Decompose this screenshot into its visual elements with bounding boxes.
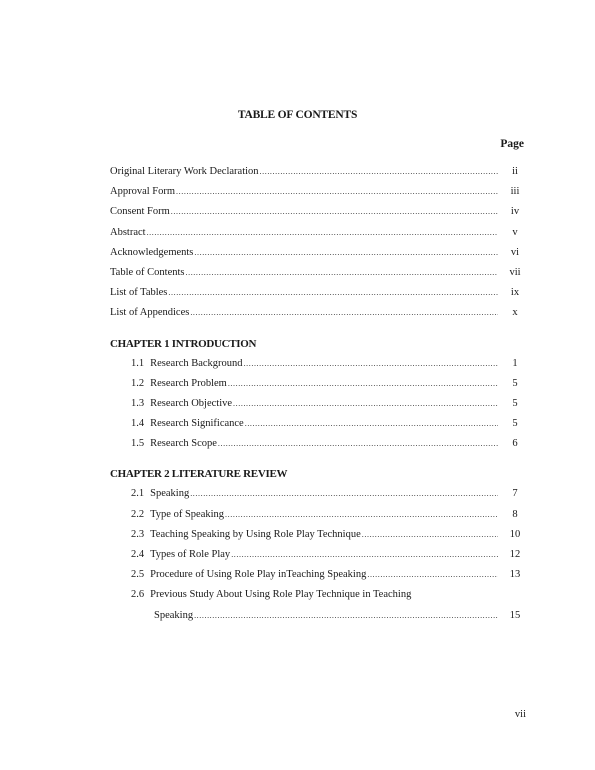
toc-entry-label [131,438,217,449]
page-title: TABLE OF CONTENTS [237,109,358,121]
toc-entry-page: 15 [509,609,521,621]
toc-entry[interactable] [110,287,526,307]
section-number: 1.2 [131,377,145,389]
toc-section-entry[interactable] [110,569,526,589]
section-title: Speaking [150,488,190,500]
toc-entry-label [131,418,244,429]
toc-entry[interactable] [110,186,526,206]
toc-section-entry[interactable] [110,549,526,569]
toc-entry-label: Table of Contents [110,266,185,278]
dot-leader [362,530,498,539]
toc-entry-page: 12 [509,549,521,560]
section-title: Procedure of Using Role Play inTeaching Speaking [150,569,367,581]
toc-entry-page: ii [512,166,518,177]
toc-entry-label: Consent Form [110,206,170,218]
toc-entry-label [131,488,189,499]
toc-entry-label [131,529,361,540]
dot-leader [147,228,498,237]
toc-entry-label: Acknowledgements [110,246,194,258]
toc-entry-label: Approval Form [110,186,176,198]
toc-entry[interactable] [110,166,526,186]
toc-section-entry[interactable] [110,398,526,418]
toc-entry-label: Abstract [110,226,146,238]
toc-entry[interactable] [110,267,526,287]
section-title: Research Scope [150,438,217,450]
toc-entry-label [131,358,243,369]
toc-entry-label [131,549,230,560]
toc-entry-page: x [512,307,518,319]
toc-entry-label [131,589,411,600]
toc-section-entry[interactable] [110,488,526,508]
dot-leader [231,550,498,559]
toc-section-entry[interactable] [110,378,526,398]
toc-entry-page: vi [510,246,520,258]
toc-entry-label: List of Tables [110,287,168,299]
dot-leader [168,288,498,297]
toc-entry-page: 13 [509,569,521,581]
toc-section-entry[interactable] [110,358,526,378]
toc-entry-page: v [512,226,518,238]
toc-entry-page: 1 [512,357,518,369]
toc-entry-page: ix [510,287,520,299]
toc-entry-page: 8 [512,508,518,520]
toc-section-continuation[interactable] [110,610,526,630]
toc-entry-label [131,569,366,580]
dot-leader [260,167,498,176]
toc-entry-page: 10 [509,528,521,540]
section-title: Research Significance [150,418,244,430]
section-number: 2.2 [131,508,145,520]
toc-entry-label [131,509,224,520]
section-number: 2.1 [131,488,145,500]
section-number: 2.4 [131,549,145,560]
toc-section-entry[interactable] [110,418,526,438]
page-column-header: Page [500,138,524,150]
dot-leader [176,187,498,196]
toc-entry-page: 5 [512,377,518,389]
section-number: 2.5 [131,569,145,581]
section-number: 1.5 [131,438,145,450]
toc-section-entry[interactable] [110,589,526,609]
toc-entry-label: List of Appendices [110,307,190,319]
section-title: Teaching Speaking by Using Role Play Technique [150,528,361,540]
dot-leader [233,399,498,408]
dot-leader [244,359,498,368]
toc-entry-page: iii [510,186,520,198]
toc-entry-page: vii [509,266,521,278]
toc-entry-page: 7 [512,488,518,500]
section-title: Research Problem [150,377,227,389]
section-title: Type of Speaking [150,508,225,520]
section-number: 1.1 [131,357,145,369]
toc-entry-label: Original Literary Work Declaration [110,166,259,177]
chapter-heading[interactable]: CHAPTER 2 LITERATURE REVIEW [110,468,288,481]
section-title: Previous Study About Using Role Play Technique in Teaching [150,589,412,601]
toc-entry-label: Speaking [154,609,194,621]
section-number: 1.3 [131,397,145,409]
toc-entry-page: 6 [512,438,518,450]
dot-leader [190,308,498,317]
footer-page-number: vii [514,709,526,720]
toc-entry[interactable] [110,307,526,327]
toc-entry-page: 5 [512,418,518,430]
dot-leader [186,268,499,277]
toc-entry[interactable] [110,227,526,247]
toc-entry[interactable] [110,206,526,226]
section-title: Types of Role Play [150,549,231,560]
dot-leader [171,207,498,216]
dot-leader [194,248,498,257]
chapter-heading[interactable]: CHAPTER 1 INTRODUCTION [110,337,257,350]
toc-section-entry[interactable] [110,529,526,549]
toc-section-entry[interactable] [110,438,526,458]
toc-section-entry[interactable] [110,509,526,529]
section-title: Research Objective [150,397,233,409]
section-title: Research Background [150,357,243,369]
dot-leader [194,611,498,620]
section-number: 2.6 [131,589,145,601]
table-of-contents [110,166,526,630]
toc-entry-page: iv [510,206,520,218]
dot-leader [245,419,498,428]
toc-entry-label [131,398,232,409]
dot-leader [190,489,498,498]
dot-leader [228,379,498,388]
dot-leader [225,510,498,519]
dot-leader [367,570,498,579]
dot-leader [218,439,498,448]
toc-entry-label [131,378,227,389]
toc-entry-page: 5 [512,397,518,409]
toc-entry[interactable] [110,247,526,267]
section-number: 1.4 [131,418,145,430]
section-number: 2.3 [131,528,145,540]
